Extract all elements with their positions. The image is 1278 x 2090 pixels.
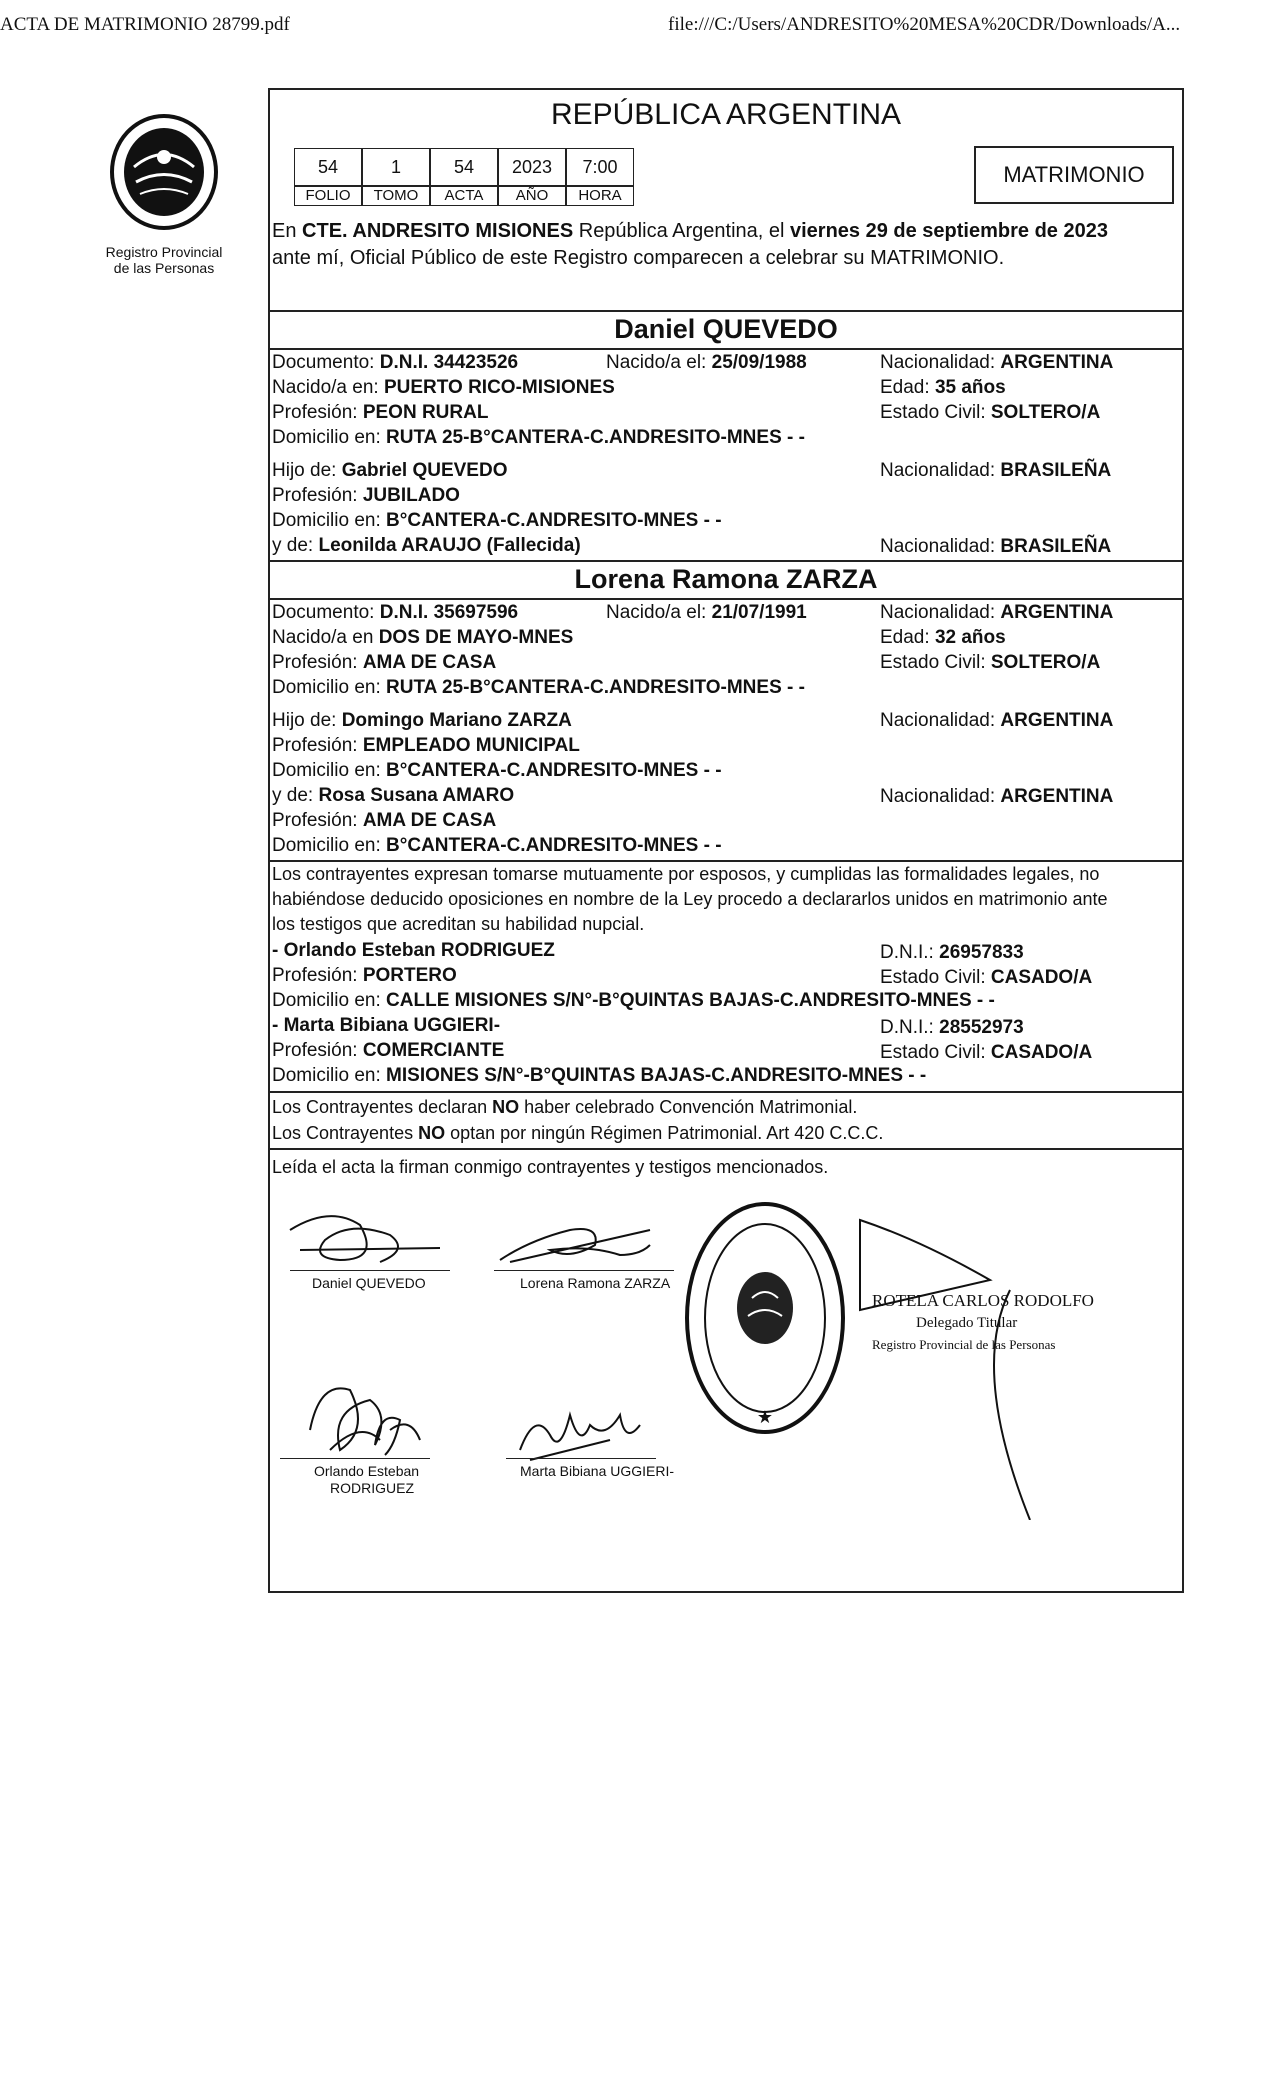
spouse2-name: Lorena Ramona ZARZA bbox=[574, 564, 878, 594]
label: Hijo de: bbox=[272, 460, 342, 481]
svg-text:★: ★ bbox=[756, 1407, 774, 1427]
value: SOLTERO/A bbox=[990, 402, 1101, 423]
hora-value: 7:00 bbox=[566, 148, 634, 186]
witness2-estado-civil bbox=[880, 1042, 1092, 1064]
spouse1-edad bbox=[880, 377, 1006, 399]
value: ARGENTINA bbox=[1000, 710, 1114, 731]
value: B°CANTERA-C.ANDRESITO-MNES - - bbox=[386, 835, 722, 856]
spouse2-padre-domicilio bbox=[272, 760, 722, 782]
document-title: REPÚBLICA ARGENTINA bbox=[550, 98, 902, 131]
intro-date: viernes 29 de septiembre de 2023 bbox=[790, 220, 1108, 242]
value: PEON RURAL bbox=[362, 402, 489, 423]
value: 35 años bbox=[934, 377, 1006, 398]
acta-value: 54 bbox=[430, 148, 498, 186]
label: Nacido/a en bbox=[272, 627, 379, 648]
spouse2-nacido-el bbox=[606, 602, 807, 624]
value: 25/09/1988 bbox=[711, 352, 807, 373]
spouse2-documento bbox=[272, 602, 518, 624]
label: Profesión: bbox=[272, 485, 363, 506]
registry-stamp bbox=[682, 1198, 848, 1438]
signature-label-marta: Marta Bibiana UGGIERI- bbox=[520, 1463, 675, 1479]
label: Nacionalidad: bbox=[880, 352, 1001, 373]
value: BRASILEÑA bbox=[1000, 536, 1112, 557]
label: Nacido/a el: bbox=[606, 602, 712, 623]
signature-line bbox=[280, 1458, 430, 1459]
spouse2-edad bbox=[880, 627, 1006, 649]
matrimonio-type-box: MATRIMONIO bbox=[974, 146, 1174, 204]
signature-orlando bbox=[310, 1388, 420, 1455]
spouse1-profesion bbox=[272, 402, 488, 424]
spouse1-documento bbox=[272, 352, 518, 374]
value: BRASILEÑA bbox=[1000, 460, 1112, 481]
spouse2-nacionalidad bbox=[880, 602, 1113, 624]
value: RUTA 25-B°CANTERA-C.ANDRESITO-MNES - - bbox=[386, 677, 805, 698]
signature-lorena bbox=[500, 1229, 650, 1262]
value: RUTA 25-B°CANTERA-C.ANDRESITO-MNES - - bbox=[386, 427, 805, 448]
label: Profesión: bbox=[272, 810, 363, 831]
logo-caption-line-2: de las Personas bbox=[113, 260, 215, 276]
label: Edad: bbox=[880, 627, 935, 648]
label: Nacionalidad: bbox=[880, 602, 1001, 623]
label: Profesión: bbox=[272, 965, 363, 986]
value: ARGENTINA bbox=[1000, 786, 1114, 807]
value: B°CANTERA-C.ANDRESITO-MNES - - bbox=[386, 760, 722, 781]
spouse2-padre-profesion bbox=[272, 735, 580, 757]
hora-label: HORA bbox=[566, 186, 634, 206]
label: D.N.I.: bbox=[880, 1017, 940, 1038]
signature-line bbox=[494, 1270, 674, 1271]
value: B°CANTERA-C.ANDRESITO-MNES - - bbox=[386, 510, 722, 531]
witness1-dni bbox=[880, 942, 1024, 964]
value: SOLTERO/A bbox=[990, 652, 1101, 673]
signature-label-daniel: Daniel QUEVEDO bbox=[312, 1275, 426, 1291]
spouse2-nacido-en bbox=[272, 627, 573, 649]
spouse1-nacionalidad bbox=[880, 352, 1113, 374]
acta-label: ACTA bbox=[430, 186, 498, 206]
convention-line-1 bbox=[272, 1096, 857, 1118]
folio-label: FOLIO bbox=[294, 186, 362, 206]
label: Domicilio en: bbox=[272, 510, 387, 531]
label: y de: bbox=[272, 785, 319, 806]
spouse2-padre bbox=[272, 710, 572, 732]
value: AMA DE CASA bbox=[362, 810, 497, 831]
spouse1-nacido-el bbox=[606, 352, 807, 374]
spouse2-padre-nacionalidad bbox=[880, 710, 1113, 732]
spouse1-padre-nacionalidad bbox=[880, 460, 1111, 482]
spouse2-profesion bbox=[272, 652, 496, 674]
value: 21/07/1991 bbox=[711, 602, 807, 623]
witness1-name: - Orlando Esteban RODRIGUEZ bbox=[272, 940, 555, 961]
divider bbox=[270, 598, 1182, 600]
label: Estado Civil: bbox=[880, 402, 991, 423]
value: ARGENTINA bbox=[1000, 352, 1114, 373]
witness2-dni bbox=[880, 1017, 1024, 1039]
spouse2-madre-domicilio bbox=[272, 835, 722, 857]
value: COMERCIANTE bbox=[362, 1040, 505, 1061]
marriage-certificate bbox=[268, 88, 1184, 1593]
label: Domicilio en: bbox=[272, 990, 387, 1011]
logo-caption bbox=[86, 244, 242, 276]
declaration-line-1: Los contrayentes expresan tomarse mutuamente por esposos, y cumplidas las formalidades legales, no bbox=[272, 864, 1100, 884]
value: JUBILADO bbox=[362, 485, 460, 506]
witness1-estado-civil bbox=[880, 967, 1092, 989]
intro-middle: República Argentina, el bbox=[573, 220, 790, 242]
divider bbox=[270, 310, 1182, 312]
intro-place: CTE. ANDRESITO MISIONES bbox=[302, 220, 574, 242]
folio-value: 54 bbox=[294, 148, 362, 186]
value: AMA DE CASA bbox=[362, 652, 497, 673]
value: DOS DE MAYO-MNES bbox=[378, 627, 574, 648]
label: Profesión: bbox=[272, 1040, 363, 1061]
label: Nacido/a el: bbox=[606, 352, 712, 373]
spouse1-domicilio bbox=[272, 427, 805, 449]
divider bbox=[270, 560, 1182, 562]
value: PORTERO bbox=[362, 965, 457, 986]
official-office: Registro Provincial de las Personas bbox=[872, 1337, 1056, 1352]
spouse1-padre-profesion bbox=[272, 485, 460, 507]
label: Estado Civil: bbox=[880, 652, 991, 673]
divider bbox=[270, 860, 1182, 862]
label: Profesión: bbox=[272, 652, 363, 673]
label: Nacido/a en: bbox=[272, 377, 384, 398]
spouse1-madre bbox=[272, 535, 581, 557]
value: D.N.I. 34423526 bbox=[379, 352, 519, 373]
signature-daniel bbox=[290, 1216, 440, 1262]
intro-line-1 bbox=[272, 220, 1108, 242]
official-name: ROTELA CARLOS RODOLFO bbox=[872, 1291, 1094, 1310]
label: Profesión: bbox=[272, 402, 363, 423]
witness1-domicilio bbox=[272, 990, 995, 1012]
spouse2-estado-civil bbox=[880, 652, 1100, 674]
spouse1-nacido-en bbox=[272, 377, 615, 399]
text: haber celebrado Convención Matrimonial. bbox=[519, 1097, 858, 1117]
value: Gabriel QUEVEDO bbox=[341, 460, 508, 481]
label: y de: bbox=[272, 535, 319, 556]
signature-line bbox=[506, 1458, 656, 1459]
spouse2-domicilio bbox=[272, 677, 805, 699]
value: CASADO/A bbox=[990, 1042, 1093, 1063]
spouse2-madre bbox=[272, 785, 514, 807]
anio-value: 2023 bbox=[498, 148, 566, 186]
label: Nacionalidad: bbox=[880, 460, 1001, 481]
intro-prefix: En bbox=[272, 220, 303, 242]
value: CALLE MISIONES S/N°-B°QUINTAS BAJAS-C.ANDRESITO-MNES - - bbox=[386, 990, 995, 1011]
spouse2-madre-nacionalidad bbox=[880, 786, 1113, 808]
label: Documento: bbox=[272, 602, 380, 623]
divider bbox=[270, 1148, 1182, 1150]
spouse1-madre-nacionalidad bbox=[880, 536, 1111, 558]
text: Los Contrayentes declaran bbox=[272, 1097, 493, 1117]
value: MISIONES S/N°-B°QUINTAS BAJAS-C.ANDRESITO-MNES - - bbox=[386, 1065, 927, 1086]
label: Hijo de: bbox=[272, 710, 342, 731]
label: Profesión: bbox=[272, 735, 363, 756]
spouse1-padre bbox=[272, 460, 507, 482]
value: 28552973 bbox=[939, 1017, 1024, 1038]
value: ARGENTINA bbox=[1000, 602, 1114, 623]
label: Edad: bbox=[880, 377, 935, 398]
official-signature bbox=[860, 1220, 1030, 1520]
signature-label-lorena: Lorena Ramona ZARZA bbox=[520, 1275, 671, 1291]
value: Domingo Mariano ZARZA bbox=[341, 710, 572, 731]
label: Nacionalidad: bbox=[880, 786, 1001, 807]
convention-line-2 bbox=[272, 1122, 883, 1144]
label: Domicilio en: bbox=[272, 1065, 387, 1086]
witness1-profesion bbox=[272, 965, 457, 987]
text: NO bbox=[418, 1123, 446, 1143]
spouse2-madre-profesion bbox=[272, 810, 496, 832]
signature-marta bbox=[520, 1415, 640, 1460]
value: EMPLEADO MUNICIPAL bbox=[362, 735, 580, 756]
witness2-domicilio bbox=[272, 1065, 926, 1087]
declaration-line-3: los testigos que acreditan su habilidad nupcial. bbox=[272, 914, 645, 934]
file-path: file:///C:/Users/ANDRESITO%20MESA%20CDR/Downloads/A... bbox=[668, 14, 1181, 35]
signature-line bbox=[290, 1270, 450, 1271]
value: PUERTO RICO-MISIONES bbox=[383, 377, 615, 398]
text: Los Contrayentes bbox=[272, 1123, 419, 1143]
label: Nacionalidad: bbox=[880, 710, 1001, 731]
witness2-name: - Marta Bibiana UGGIERI- bbox=[272, 1015, 501, 1036]
divider bbox=[270, 1091, 1182, 1093]
label: D.N.I.: bbox=[880, 942, 940, 963]
spouse1-name: Daniel QUEVEDO bbox=[614, 314, 838, 344]
label: Documento: bbox=[272, 352, 380, 373]
spouse1-estado-civil bbox=[880, 402, 1100, 424]
value: 32 años bbox=[934, 627, 1006, 648]
spouse1-padre-domicilio bbox=[272, 510, 722, 532]
tomo-value: 1 bbox=[362, 148, 430, 186]
declaration-line-2: habiéndose deducido oposiciones en nombre de la Ley procedo a declararlos unidos en matrimonio ante bbox=[272, 889, 1108, 909]
text: NO bbox=[492, 1097, 520, 1117]
misiones-seal-logo bbox=[104, 112, 224, 232]
divider bbox=[270, 348, 1182, 350]
value: Rosa Susana AMARO bbox=[318, 785, 515, 806]
label: Domicilio en: bbox=[272, 835, 387, 856]
witness2-profesion bbox=[272, 1040, 504, 1062]
text: optan por ningún Régimen Patrimonial. Art 420 C.C.C. bbox=[445, 1123, 884, 1143]
label: Nacionalidad: bbox=[880, 536, 1001, 557]
value: 26957833 bbox=[939, 942, 1024, 963]
tomo-label: TOMO bbox=[362, 186, 430, 206]
anio-label: AÑO bbox=[498, 186, 566, 206]
label: Domicilio en: bbox=[272, 677, 387, 698]
value: D.N.I. 35697596 bbox=[379, 602, 519, 623]
label: Domicilio en: bbox=[272, 427, 387, 448]
value: Leonilda ARAUJO (Fallecida) bbox=[318, 535, 581, 556]
signature-label-orlando-surname: RODRIGUEZ bbox=[330, 1480, 414, 1496]
pdf-filename: ACTA DE MATRIMONIO 28799.pdf bbox=[0, 14, 290, 35]
signature-label-orlando: Orlando Esteban bbox=[314, 1463, 420, 1479]
closing-text: Leída el acta la firman conmigo contrayentes y testigos mencionados. bbox=[272, 1157, 829, 1177]
label: Estado Civil: bbox=[880, 967, 991, 988]
value: CASADO/A bbox=[990, 967, 1093, 988]
label: Domicilio en: bbox=[272, 760, 387, 781]
intro-line-2: ante mí, Oficial Público de este Registro comparecen a celebrar su MATRIMONIO. bbox=[272, 247, 1005, 269]
logo-caption-line-1: Registro Provincial bbox=[105, 244, 223, 260]
official-title: Delegado Titular bbox=[916, 1315, 1018, 1331]
label: Estado Civil: bbox=[880, 1042, 991, 1063]
